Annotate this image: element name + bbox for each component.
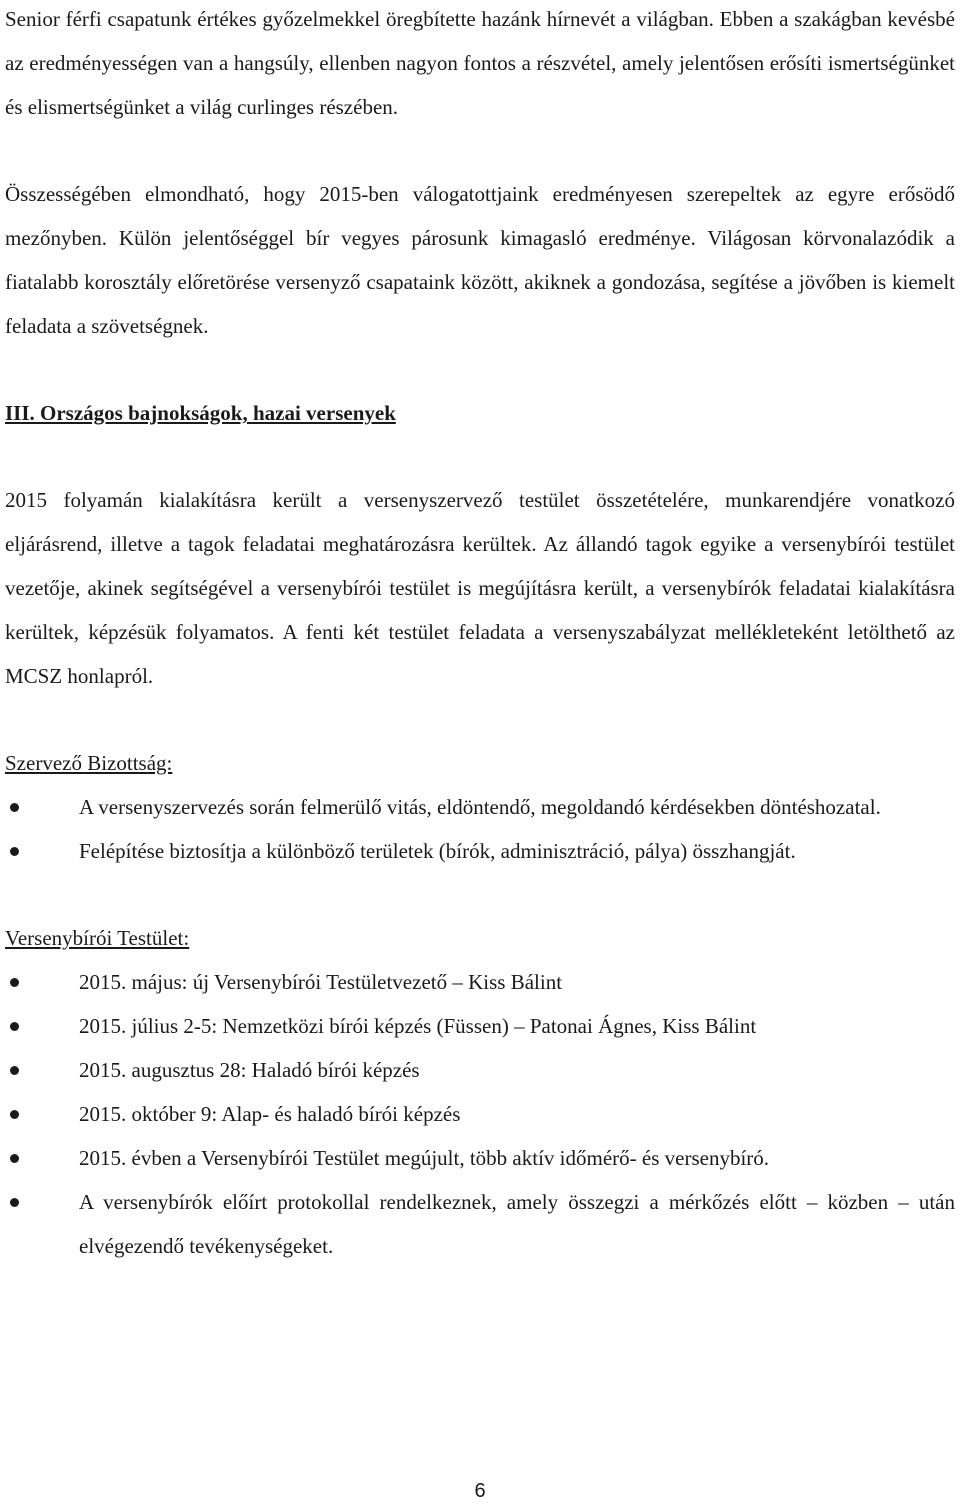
organizing-committee-list (5, 785, 955, 873)
list-item: 2015. május: új Versenybírói Testületvezető – Kiss Bálint (5, 960, 955, 1004)
page-number: 6 (474, 1480, 486, 1502)
referee-board-list (5, 960, 955, 1268)
list-item: A versenyszervezés során felmerülő vitás, eldöntendő, megoldandó kérdésekben döntéshozatal. (5, 785, 955, 829)
list-item: 2015. október 9: Alap- és haladó bírói képzés (5, 1092, 955, 1136)
section-body: 2015 folyamán kialakításra került a versenyszervező testület összetételére, munkarendjére vonatkozó eljárásrend, illetve a tagok feladatai meghatározásra kerültek. Az állandó tagok egyike a versenybírói testület vezetője, akinek segítségével a versenybírói testület is megújításra került, a versenybírók feladatai kialakításra kerültek, képzésük folyamatos. A fenti két testület feladata a versenyszabályzat mellékleteként letölthető az MCSZ honlapról. (5, 488, 955, 688)
list-item: 2015. augusztus 28: Haladó bírói képzés (5, 1048, 955, 1092)
section-heading: III. Országos bajnokságok, hazai versenyek (5, 401, 396, 425)
referee-board-heading: Versenybírói Testület: (5, 926, 190, 950)
list-item: A versenybírók előírt protokollal rendelkeznek, amely összegzi a mérkőzés előtt – közben – után elvégezendő tevékenységeket. (5, 1180, 955, 1268)
organizing-committee-heading: Szervező Bizottság: (5, 751, 173, 775)
paragraph-summary: Összességében elmondható, hogy 2015-ben válogatottjaink eredményesen szerepeltek az egyre erősödő mezőnyben. Külön jelentőséggel bír vegyes párosunk kimagasló eredménye. Világosan körvonalazódik a fiatalabb korosztály előretörése versenyző csapataink között, akiknek a gondozása, segítése a jövőben is kiemelt feladata a szövetségnek. (5, 182, 955, 338)
document-page (5, 0, 955, 1268)
list-item: 2015. július 2-5: Nemzetközi bírói képzés (Füssen) – Patonai Ágnes, Kiss Bálint (5, 1004, 955, 1048)
list-item: 2015. évben a Versenybírói Testület megújult, több aktív időmérő- és versenybíró. (5, 1136, 955, 1180)
paragraph-intro: Senior férfi csapatunk értékes győzelmekkel öregbítette hazánk hírnevét a világban. Ebben a szakágban kevésbé az eredményességen van a hangsúly, ellenben nagyon fontos a részvétel, amely jelentősen erősíti ismertségünket és elismertségünket a világ curlinges részében. (5, 7, 955, 119)
list-item: Felépítése biztosítja a különböző területek (bírók, adminisztráció, pálya) összhangját. (5, 829, 955, 873)
